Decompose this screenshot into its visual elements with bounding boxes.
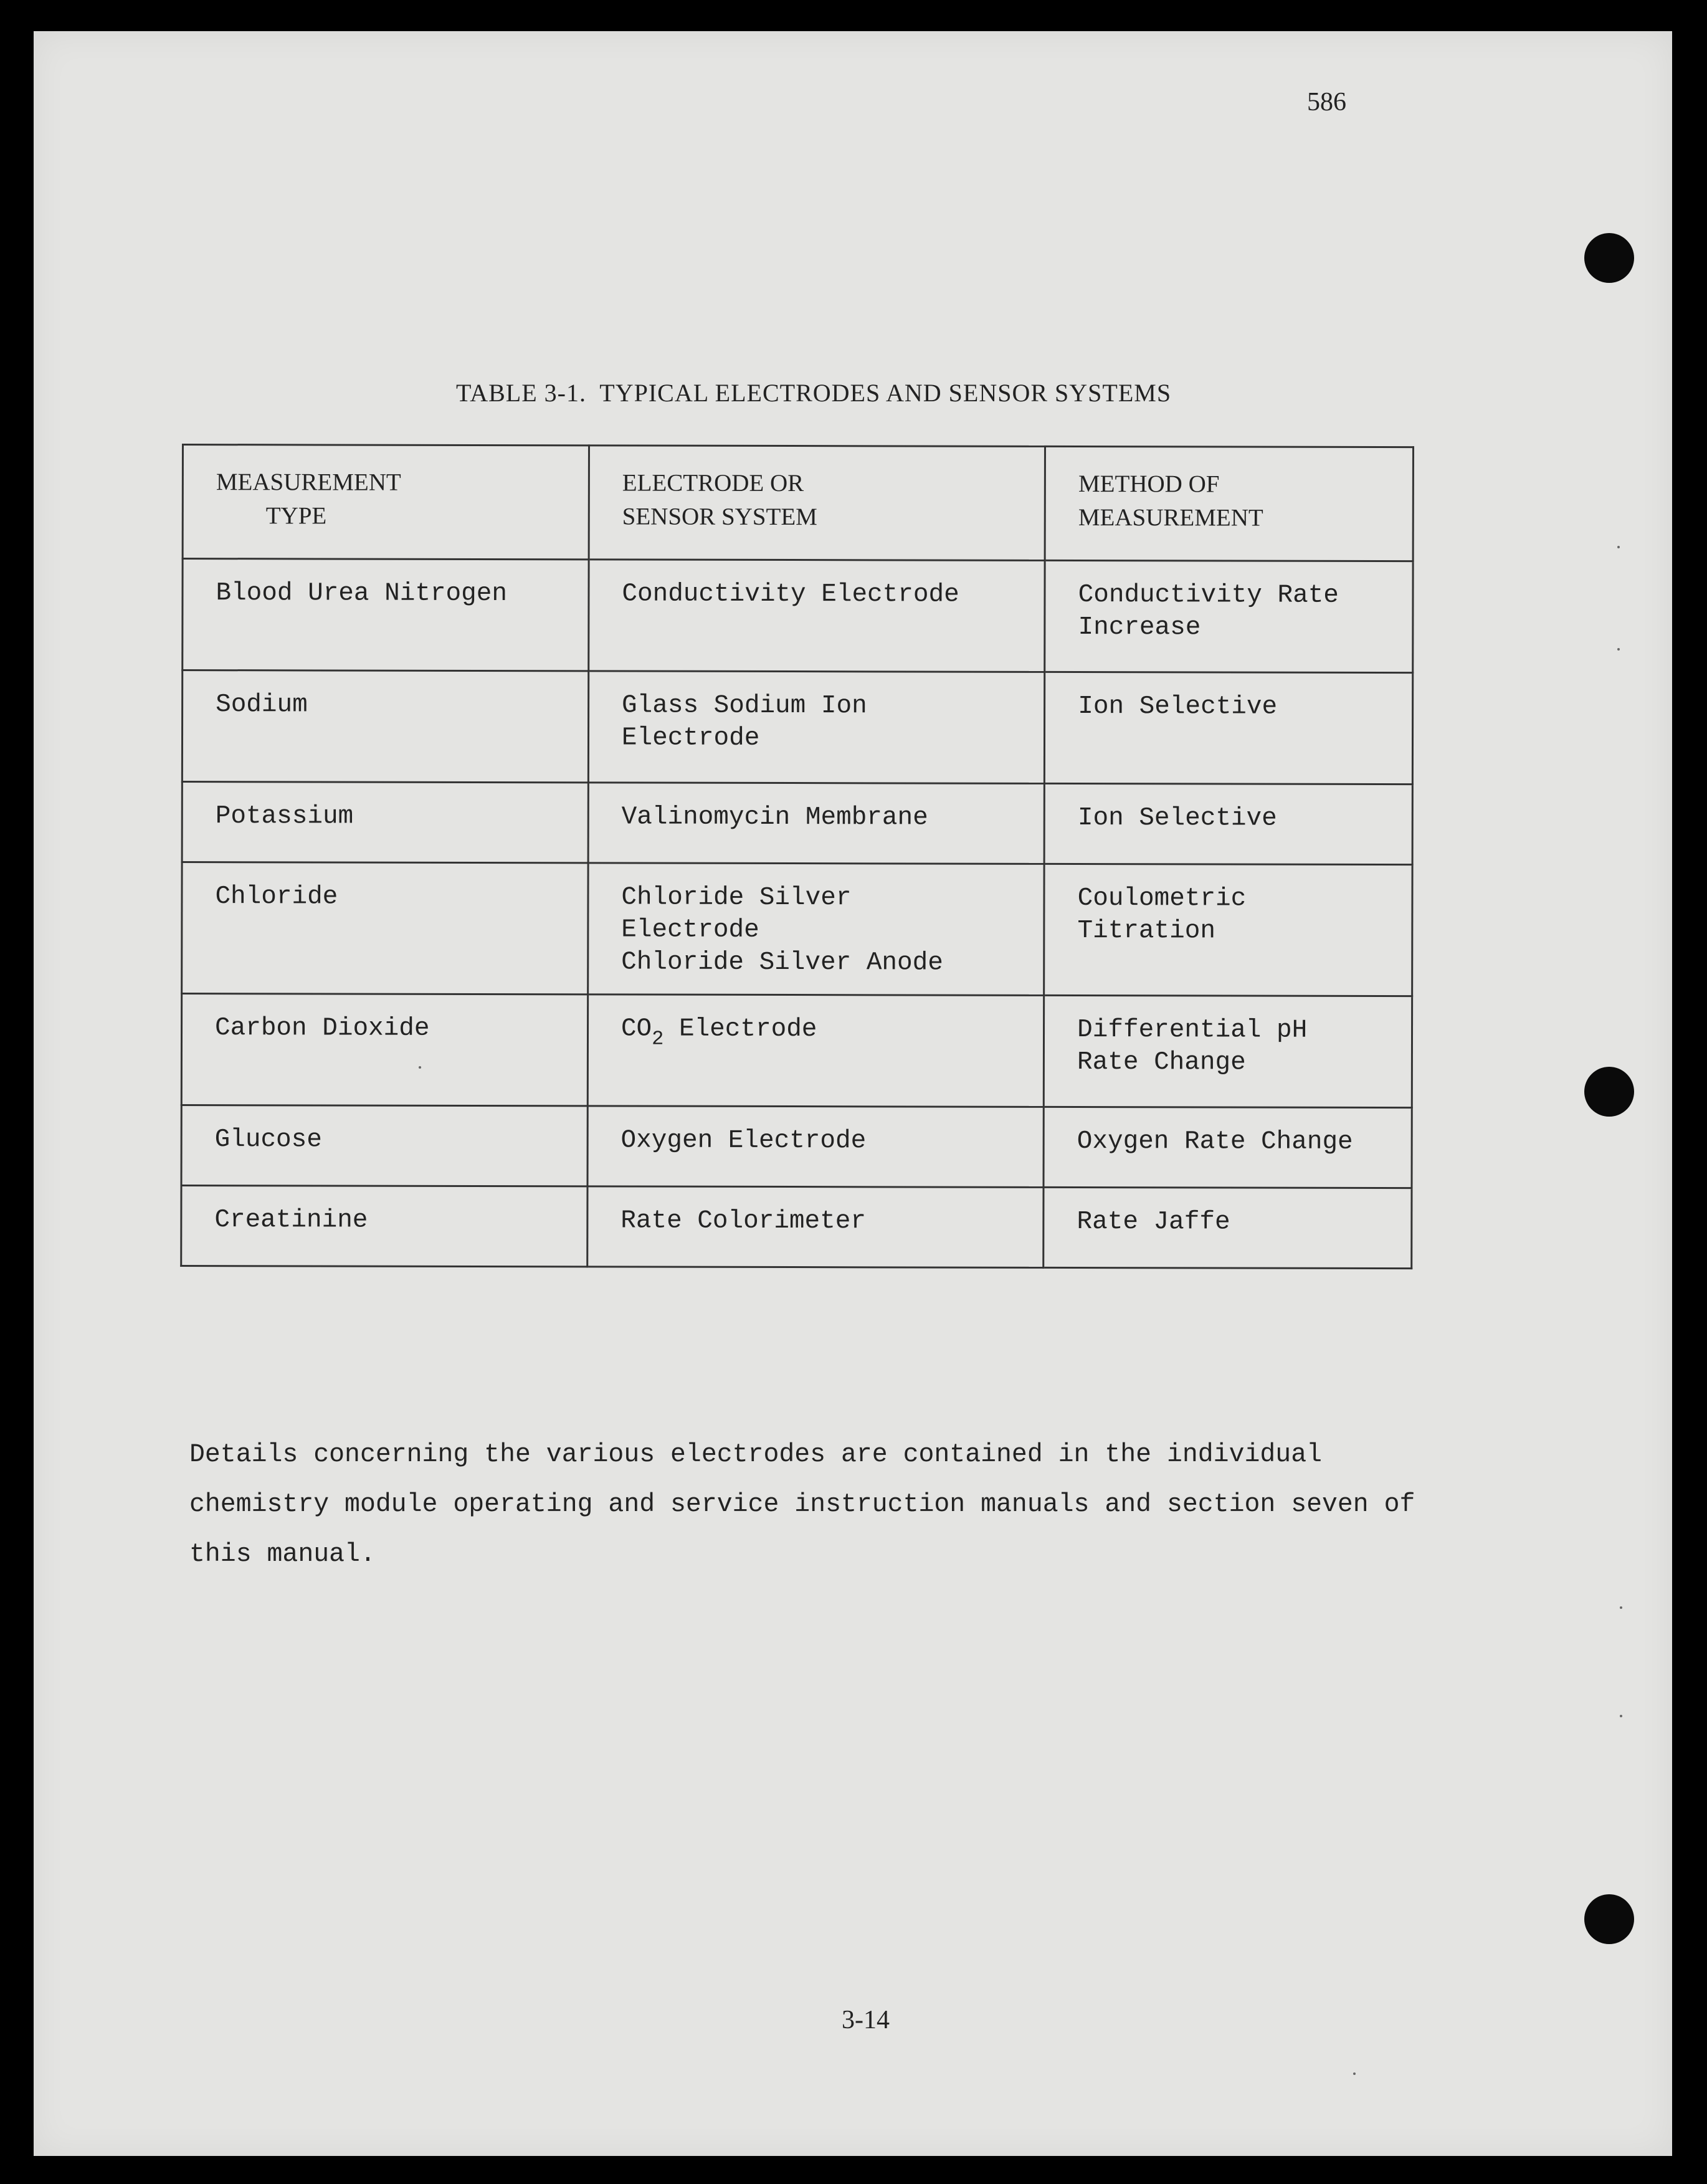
header-measurement-type	[183, 445, 589, 560]
table-row	[183, 559, 1413, 673]
cell-method: Rate Jaffe	[1044, 1187, 1412, 1268]
table-row	[181, 1105, 1412, 1188]
header-measurement-type-line2: TYPE	[265, 502, 327, 530]
cell-measurement-type: Potassium	[182, 782, 588, 863]
page-footer: 3-14	[842, 2006, 890, 2034]
scan-speck	[1353, 2072, 1356, 2075]
header-method: METHOD OF MEASUREMENT	[1045, 446, 1413, 561]
header-measurement-type-line1: MEASUREMENT	[216, 469, 401, 496]
scan-speck	[1617, 648, 1620, 651]
cell-measurement-type: Sodium	[182, 670, 588, 783]
cell-measurement-type: Carbon Dioxide	[181, 994, 587, 1106]
table-row	[181, 1186, 1412, 1269]
sensor-rest-text: Electrode	[663, 1014, 817, 1044]
cell-sensor: Rate Colorimeter	[587, 1186, 1044, 1268]
cell-method: Oxygen Rate Change	[1044, 1107, 1412, 1188]
cell-sensor: Chloride Silver Electrode Chloride Silver Anode	[588, 863, 1045, 996]
cell-method: Conductivity Rate Increase	[1045, 560, 1413, 672]
scan-speck	[1620, 1715, 1622, 1717]
cell-sensor: Valinomycin Membrane	[588, 783, 1045, 864]
cell-method: Differential pH Rate Change	[1044, 995, 1412, 1107]
cell-method: Ion Selective	[1045, 672, 1413, 784]
table-row	[182, 862, 1412, 996]
table-row	[181, 994, 1412, 1108]
table-row	[182, 670, 1412, 784]
cell-sensor: Oxygen Electrode	[587, 1106, 1044, 1188]
cell-sensor: Glass Sodium Ion Electrode	[588, 671, 1045, 784]
cell-method: Coulometric Titration	[1044, 864, 1412, 996]
table-row	[182, 782, 1412, 865]
cell-sensor	[587, 994, 1044, 1107]
cell-measurement-type: Creatinine	[181, 1186, 587, 1267]
binder-hole-middle	[1584, 1067, 1634, 1117]
cell-measurement-type: Glucose	[181, 1105, 587, 1186]
scan-speck	[1620, 1606, 1622, 1609]
electrodes-table	[180, 444, 1414, 1269]
cell-sensor: Conductivity Electrode	[589, 560, 1045, 672]
cell-measurement-type: Blood Urea Nitrogen	[183, 559, 589, 671]
body-paragraph: Details concerning the various electrodes are contained in the individual chemistry module operating and service instruction manuals and section seven of this manual.	[189, 1440, 1415, 1569]
sensor-co-text: CO	[621, 1014, 652, 1044]
sensor-subscript: 2	[652, 1027, 664, 1051]
cell-measurement-type: Chloride	[182, 862, 588, 994]
scan-speck	[1617, 546, 1620, 548]
table-title: TABLE 3-1. TYPICAL ELECTRODES AND SENSOR SYSTEMS	[456, 379, 1172, 407]
cell-method: Ion Selective	[1044, 783, 1412, 864]
page-number: 586	[1307, 88, 1346, 117]
header-electrode-sensor: ELECTRODE OR SENSOR SYSTEM	[589, 446, 1045, 561]
binder-hole-bottom	[1584, 1894, 1634, 1944]
binder-hole-top	[1584, 233, 1634, 283]
table-header-row	[183, 445, 1413, 561]
